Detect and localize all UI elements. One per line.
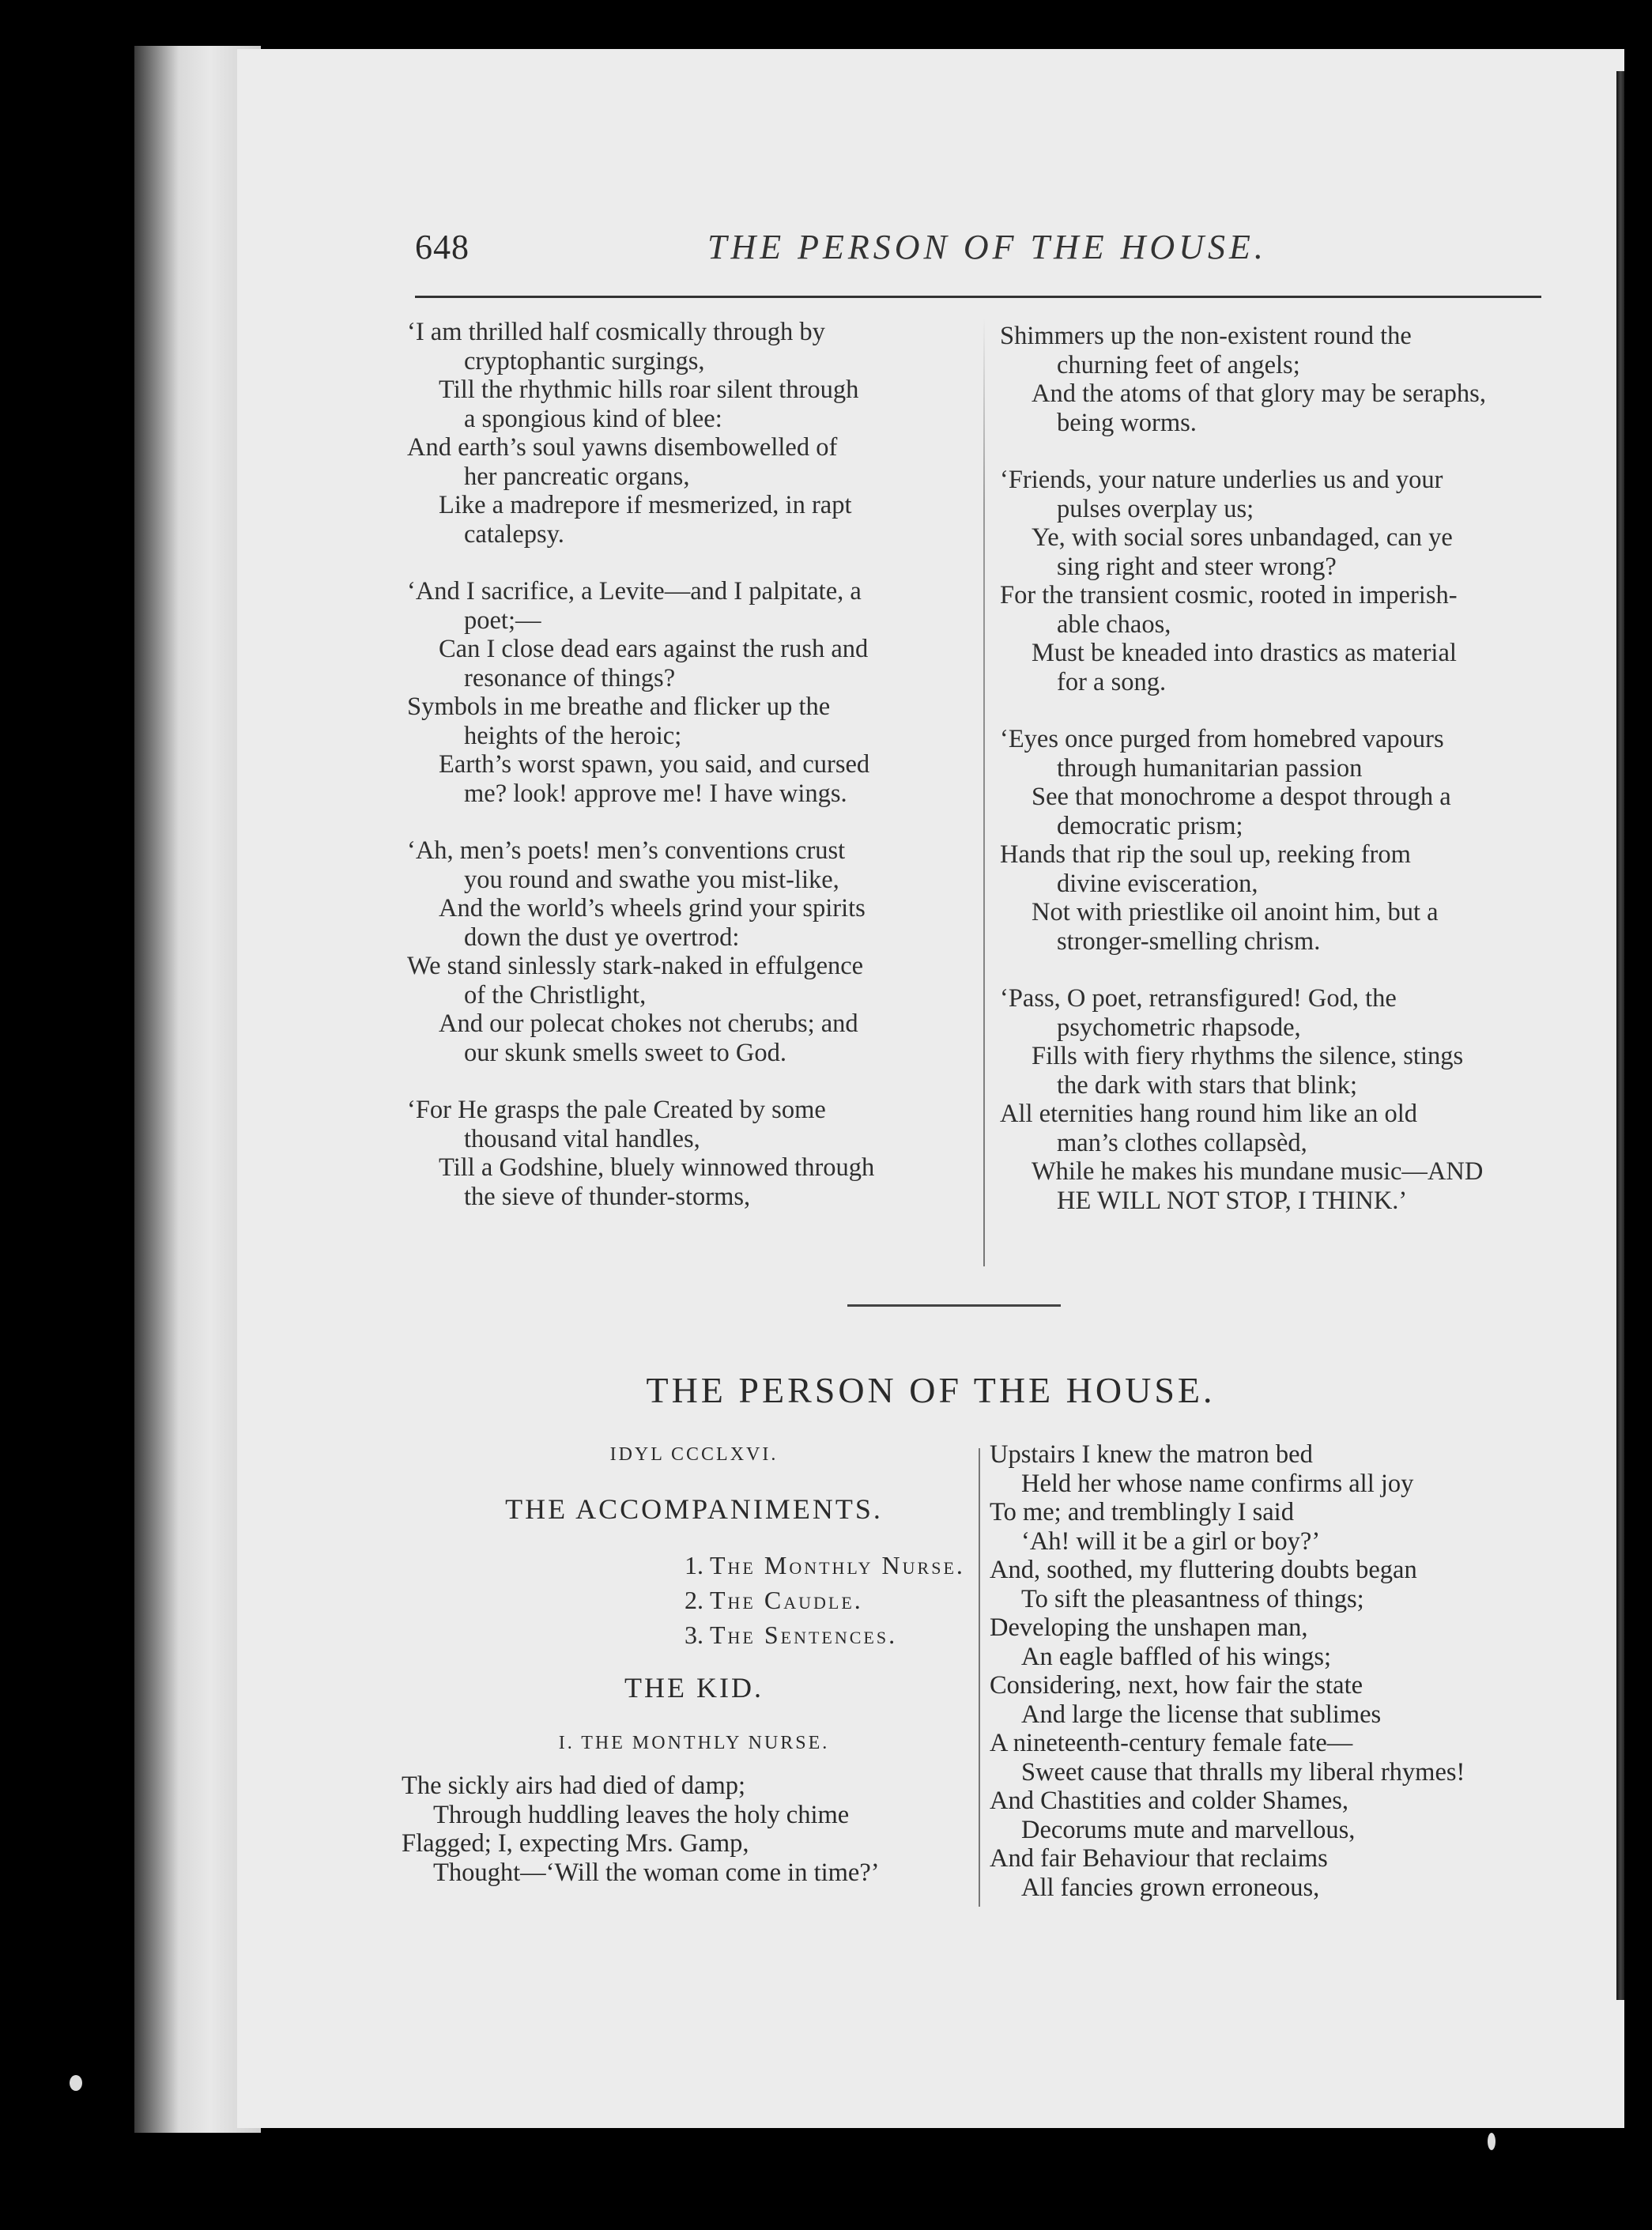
stanza xyxy=(1000,466,1569,696)
poem-line: A nineteenth-century female fate— xyxy=(990,1729,1353,1757)
running-title: THE PERSON OF THE HOUSE. xyxy=(707,228,1267,266)
poem-line: Sweet cause that thralls my liberal rhymes! xyxy=(1021,1757,1465,1787)
poem-line: Earth’s worst spawn, you said, and cursed xyxy=(439,750,870,779)
column-divider xyxy=(983,318,985,1266)
poem-line: able chaos, xyxy=(1057,609,1171,639)
poem-line: the dark with stars that blink; xyxy=(1057,1070,1358,1100)
poem-line: psychometric rhapsode, xyxy=(1057,1013,1301,1042)
poem-line: Fills with fiery rhythms the silence, stings xyxy=(1032,1042,1464,1070)
stanza xyxy=(1000,725,1569,956)
poem-line: Considering, next, how fair the state xyxy=(990,1671,1363,1700)
poem-line: through humanitarian passion xyxy=(1057,753,1363,783)
contents-item xyxy=(685,1617,986,1652)
poem-line: And our polecat chokes not cherubs; and xyxy=(439,1009,858,1038)
poem-line: Through huddling leaves the holy chime xyxy=(433,1800,850,1829)
poem-line: All eternities hang round him like an old xyxy=(1000,1100,1418,1128)
poem-line: Can I close dead ears against the rush and xyxy=(439,635,869,663)
poem-line: Must be kneaded into drastics as material xyxy=(1032,639,1457,667)
poem-line: resonance of things? xyxy=(464,663,676,692)
poem-line: our skunk smells sweet to God. xyxy=(464,1038,787,1067)
poem-line: divine evisceration, xyxy=(1057,869,1258,898)
contents-list xyxy=(402,1548,986,1652)
poem-line: being worms. xyxy=(1057,408,1197,437)
poem-line: Developing the unshapen man, xyxy=(990,1613,1308,1642)
section-title: THE PERSON OF THE HOUSE. xyxy=(646,1370,1216,1410)
poem-line: Not with priestlike oil anoint him, but a xyxy=(1032,898,1439,926)
stanza xyxy=(1000,322,1569,437)
idyl-heading: IDYL CCCLXVI. xyxy=(609,1444,779,1465)
poem-line: catalepsy. xyxy=(464,519,564,549)
stanza xyxy=(407,318,968,549)
poem-line: ‘For He grasps the pale Created by some xyxy=(407,1096,826,1124)
poem-line: And fair Behaviour that reclaims xyxy=(990,1844,1328,1873)
poem-line: of the Christlight, xyxy=(464,980,647,1009)
poem-line: pulses overplay us; xyxy=(1057,494,1254,523)
poem-line: And large the license that sublimes xyxy=(1021,1700,1382,1729)
lower-right-column xyxy=(990,1440,1590,1902)
poem-line: her pancreatic organs, xyxy=(464,462,690,491)
poem-line: For the transient cosmic, rooted in imperish- xyxy=(1000,581,1458,609)
poem-line: the sieve of thunder-storms, xyxy=(464,1182,751,1211)
contents-label: The Sentences. xyxy=(710,1621,898,1649)
poem-line: Like a madrepore if mesmerized, in rapt xyxy=(439,491,852,519)
poem-line: a spongious kind of blee: xyxy=(464,404,722,433)
book-page xyxy=(237,49,1624,2128)
poem-line: stronger-smelling chrism. xyxy=(1057,926,1321,956)
upper-right-column xyxy=(1000,322,1569,1243)
poem-line: ‘I am thrilled half cosmically through by xyxy=(407,318,825,346)
page-number: 648 xyxy=(415,228,470,266)
poem-line: for a song. xyxy=(1057,667,1167,696)
scan-speck xyxy=(70,2075,82,2091)
poem-line: Hands that rip the soul up, reeking from xyxy=(1000,840,1411,869)
poem-line: thousand vital handles, xyxy=(464,1124,700,1153)
lower-left-column xyxy=(402,1444,986,1887)
kid-heading: THE KID. xyxy=(624,1672,764,1704)
poem-line: ‘Ah! will it be a girl or boy?’ xyxy=(1021,1526,1321,1556)
poem-line: We stand sinlessly stark-naked in effulgence xyxy=(407,952,864,980)
poem-line: ‘Eyes once purged from homebred vapours xyxy=(1000,725,1444,753)
poem-line: Shimmers up the non-existent round the xyxy=(1000,322,1412,350)
contents-number: 1. xyxy=(685,1551,703,1579)
poem-line: And the atoms of that glory may be seraphs, xyxy=(1032,379,1486,408)
poem-line: poet;— xyxy=(464,606,541,635)
contents-number: 3. xyxy=(685,1621,703,1649)
poem-line: And, soothed, my fluttering doubts began xyxy=(990,1556,1417,1584)
poem-line: ‘And I sacrifice, a Levite—and I palpitate, a xyxy=(407,577,862,606)
poem-line: And Chastities and colder Shames, xyxy=(990,1787,1349,1815)
poem-line: churning feet of angels; xyxy=(1057,350,1300,379)
poem-line: An eagle baffled of his wings; xyxy=(1021,1642,1332,1671)
subsection-heading: I. THE MONTHLY NURSE. xyxy=(558,1733,830,1753)
poem-line: To me; and tremblingly I said xyxy=(990,1498,1294,1526)
contents-item xyxy=(685,1583,986,1617)
poem-line: man’s clothes collapsèd, xyxy=(1057,1128,1307,1157)
poem-line: democratic prism; xyxy=(1057,811,1243,840)
contents-label: The Monthly Nurse. xyxy=(710,1551,965,1579)
poem-line-text: While he makes his mundane music— xyxy=(1032,1157,1428,1186)
contents-number: 2. xyxy=(685,1586,703,1614)
poem-line: heights of the heroic; xyxy=(464,721,682,750)
poem-line: ‘Friends, your nature underlies us and your xyxy=(1000,466,1443,494)
poem-line: Till the rhythmic hills roar silent through xyxy=(439,375,859,404)
poem-line: And earth’s soul yawns disembowelled of xyxy=(407,433,838,462)
poem-line: Ye, with social sores unbandaged, can ye xyxy=(1032,523,1453,552)
poem-line: Thought—‘Will the woman come in time?’ xyxy=(433,1858,880,1887)
poem-line: cryptophantic surgings, xyxy=(464,346,705,375)
stanza xyxy=(407,577,968,808)
stanza xyxy=(1000,984,1569,1215)
poem-line: The sickly airs had died of damp; xyxy=(402,1772,746,1800)
poem-line: ‘Pass, O poet, retransfigured! God, the xyxy=(1000,984,1397,1013)
poem-line: you round and swathe you mist-like, xyxy=(464,865,839,894)
page-header xyxy=(415,227,1443,282)
poem-line: All fancies grown erroneous, xyxy=(1021,1873,1320,1902)
poem-line: Symbols in me breathe and flicker up the xyxy=(407,692,831,721)
accompaniments-heading: THE ACCOMPANIMENTS. xyxy=(505,1493,883,1525)
poem-line: See that monochrome a despot through a xyxy=(1032,783,1451,811)
poem-line: sing right and steer wrong? xyxy=(1057,552,1337,581)
poem-lower-left xyxy=(402,1772,986,1887)
binding-shadow xyxy=(1616,71,1624,2000)
poem-line: down the dust ye overtrod: xyxy=(464,923,740,952)
stanza xyxy=(407,836,968,1067)
poem-line: And the world’s wheels grind your spirits xyxy=(439,894,866,923)
scan-speck xyxy=(1488,2133,1495,2150)
poem-line: Held her whose name confirms all joy xyxy=(1021,1469,1414,1498)
upper-left-column xyxy=(407,318,968,1240)
poem-line: Upstairs I knew the matron bed xyxy=(990,1440,1313,1469)
stanza xyxy=(407,1096,968,1211)
poem-line xyxy=(1000,1157,1569,1187)
contents-item xyxy=(685,1548,986,1583)
column-divider-lower xyxy=(979,1448,980,1907)
poem-line: To sift the pleasantness of things; xyxy=(1021,1584,1364,1613)
poem-line: Flagged; I, expecting Mrs. Gamp, xyxy=(402,1829,749,1858)
poem-line: Till a Godshine, bluely winnowed through xyxy=(439,1153,875,1182)
contents-label: The Caudle. xyxy=(710,1586,863,1614)
poem-line-smallcaps: AND xyxy=(1427,1157,1484,1186)
header-rule xyxy=(415,296,1541,298)
poem-line: Decorums mute and marvellous, xyxy=(1021,1815,1356,1844)
poem-line: me? look! approve me! I have wings. xyxy=(464,779,847,808)
poem-line: HE WILL NOT STOP, I THINK.’ xyxy=(1057,1186,1408,1215)
poem-line: ‘Ah, men’s poets! men’s conventions crust xyxy=(407,836,846,865)
section-rule xyxy=(847,1304,1061,1307)
